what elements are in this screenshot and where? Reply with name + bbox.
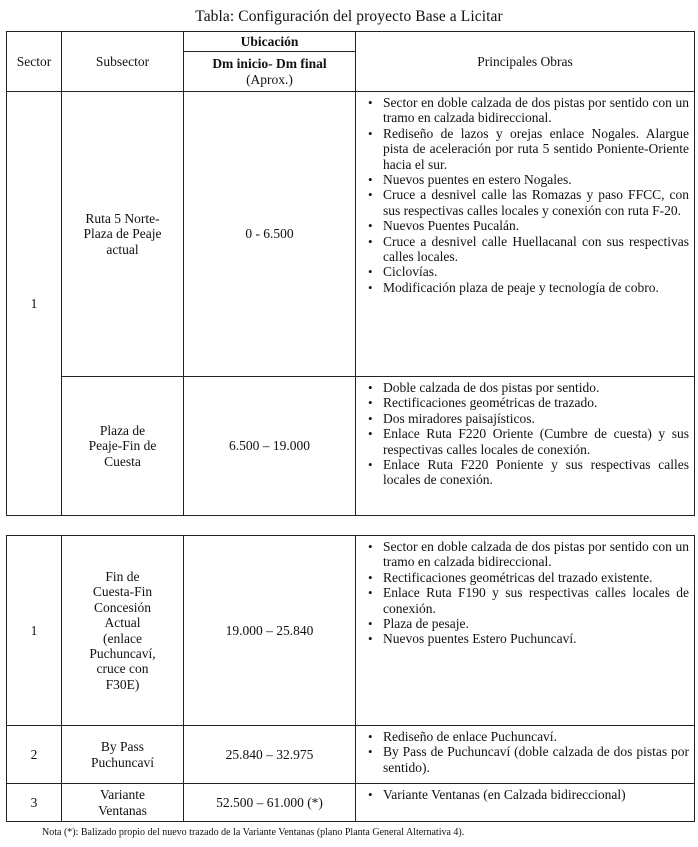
obra-item: • Rectificaciones geométricas del trazado existente. [362,570,689,585]
header-sector: Sector [7,32,62,92]
dm-cell: 52.500 – 61.000 (*) [184,784,356,822]
dm-cell: 0 - 6.500 [184,92,356,377]
obra-item: • Nuevos puentes en estero Nogales. [362,172,689,187]
obra-item: • Sector en doble calzada de dos pistas por sentido con un tramo en calzada bidireccional. [362,539,689,570]
header-aprox: (Aprox.) [246,71,293,87]
obras-cell [356,784,695,822]
subsector-cell [62,377,184,516]
obra-item: • Doble calzada de dos pistas por sentido. [362,380,689,395]
sector-cell: 1 [7,536,62,726]
subsector-cell [62,726,184,784]
subsector-line: Puchuncaví, [89,645,156,661]
obras-list [362,729,689,775]
subsector-cell [62,92,184,377]
subsector-line: (enlace [103,630,142,646]
config-table-part1 [6,31,695,516]
obra-item: • Rectificaciones geométricas de trazado. [362,395,689,410]
obra-item: • Enlace Ruta F190 y sus respectivas calles locales de conexión. [362,585,689,616]
subsector-line: Plaza de Peaje [83,226,162,242]
subsector-cell [62,536,184,726]
obra-item: • Plaza de pesaje. [362,616,689,631]
obra-item: • Rediseño de enlace Puchuncaví. [362,729,689,744]
subsector-line: Puchuncaví [91,754,154,770]
obra-item: • Nuevos Puentes Pucalán. [362,218,689,233]
table-footnote: Nota (*): Balizado propio del nuevo trazado de la Variante Ventanas (plano Planta General Alternativa 4). [42,827,465,838]
dm-cell: 19.000 – 25.840 [184,536,356,726]
subsector-cell [62,784,184,822]
obra-item: • Enlace Ruta F220 Oriente (Cumbre de cuesta) y sus respectivas calles locales de conexión. [362,426,689,457]
obras-cell [356,726,695,784]
subsector-line: Actual [104,615,141,631]
obras-list [362,539,689,647]
obras-cell [356,536,695,726]
obra-item: • Ciclovías. [362,264,689,279]
header-subsector: Subsector [62,32,184,92]
obra-item: • Cruce a desnivel calle las Romazas y paso FFCC, con sus respectivas calles locales y conexión con ruta F-20. [362,187,689,218]
obra-item: • By Pass de Puchuncaví (doble calzada de dos pistas por sentido). [362,744,689,775]
header-dm-cell [184,52,356,92]
sector-cell: 1 [7,92,62,516]
sector-cell: 3 [7,784,62,822]
dm-cell: 6.500 – 19.000 [184,377,356,516]
obras-list [362,95,689,295]
subsector-line: Ruta 5 Norte- [85,210,160,226]
header-obras: Principales Obras [356,32,695,92]
subsector-line: By Pass [100,739,145,755]
obra-item: • Cruce a desnivel calle Huellacanal con sus respectivas calles locales. [362,234,689,265]
obra-item: • Dos miradores paisajísticos. [362,411,689,426]
subsector-line: cruce con [96,661,149,677]
subsector-line: Concesión [94,599,151,615]
obras-cell [356,377,695,516]
obra-item: • Nuevos puentes Estero Puchuncaví. [362,631,689,646]
obras-cell [356,92,695,377]
obra-item: • Enlace Ruta F220 Poniente y sus respectivas calles locales de conexión. [362,457,689,488]
subsector-line: Cuesta-Fin [92,584,153,600]
obras-list [362,380,689,488]
config-table-part2 [6,535,695,822]
header-dm: Dm inicio- Dm final [212,56,327,72]
subsector-line: Peaje-Fin de [88,438,157,454]
obras-list [362,787,689,802]
sector-cell: 2 [7,726,62,784]
dm-cell: 25.840 – 32.975 [184,726,356,784]
subsector-line: Cuesta [104,453,141,469]
obra-item: • Modificación plaza de peaje y tecnología de cobro. [362,280,689,295]
obra-item: • Variante Ventanas (en Calzada bidireccional) [362,787,689,802]
header-ubicacion: Ubicación [184,32,356,52]
subsector-line: Fin de [105,568,140,584]
subsector-line: Plaza de [99,422,146,438]
obra-item: • Sector en doble calzada de dos pistas por sentido con un tramo en calzada bidireccional. [362,95,689,126]
subsector-line: F30E) [105,676,140,692]
subsector-line: actual [106,241,139,257]
table-title: Tabla: Configuración del proyecto Base a Licitar [195,8,503,25]
subsector-line: Variante [100,787,145,803]
obra-item: • Rediseño de lazos y orejas enlace Nogales. Alargue pista de aceleración por ruta 5 sentido Poniente-Oriente hacia el sur. [362,126,689,172]
subsector-line: Ventanas [98,802,147,818]
